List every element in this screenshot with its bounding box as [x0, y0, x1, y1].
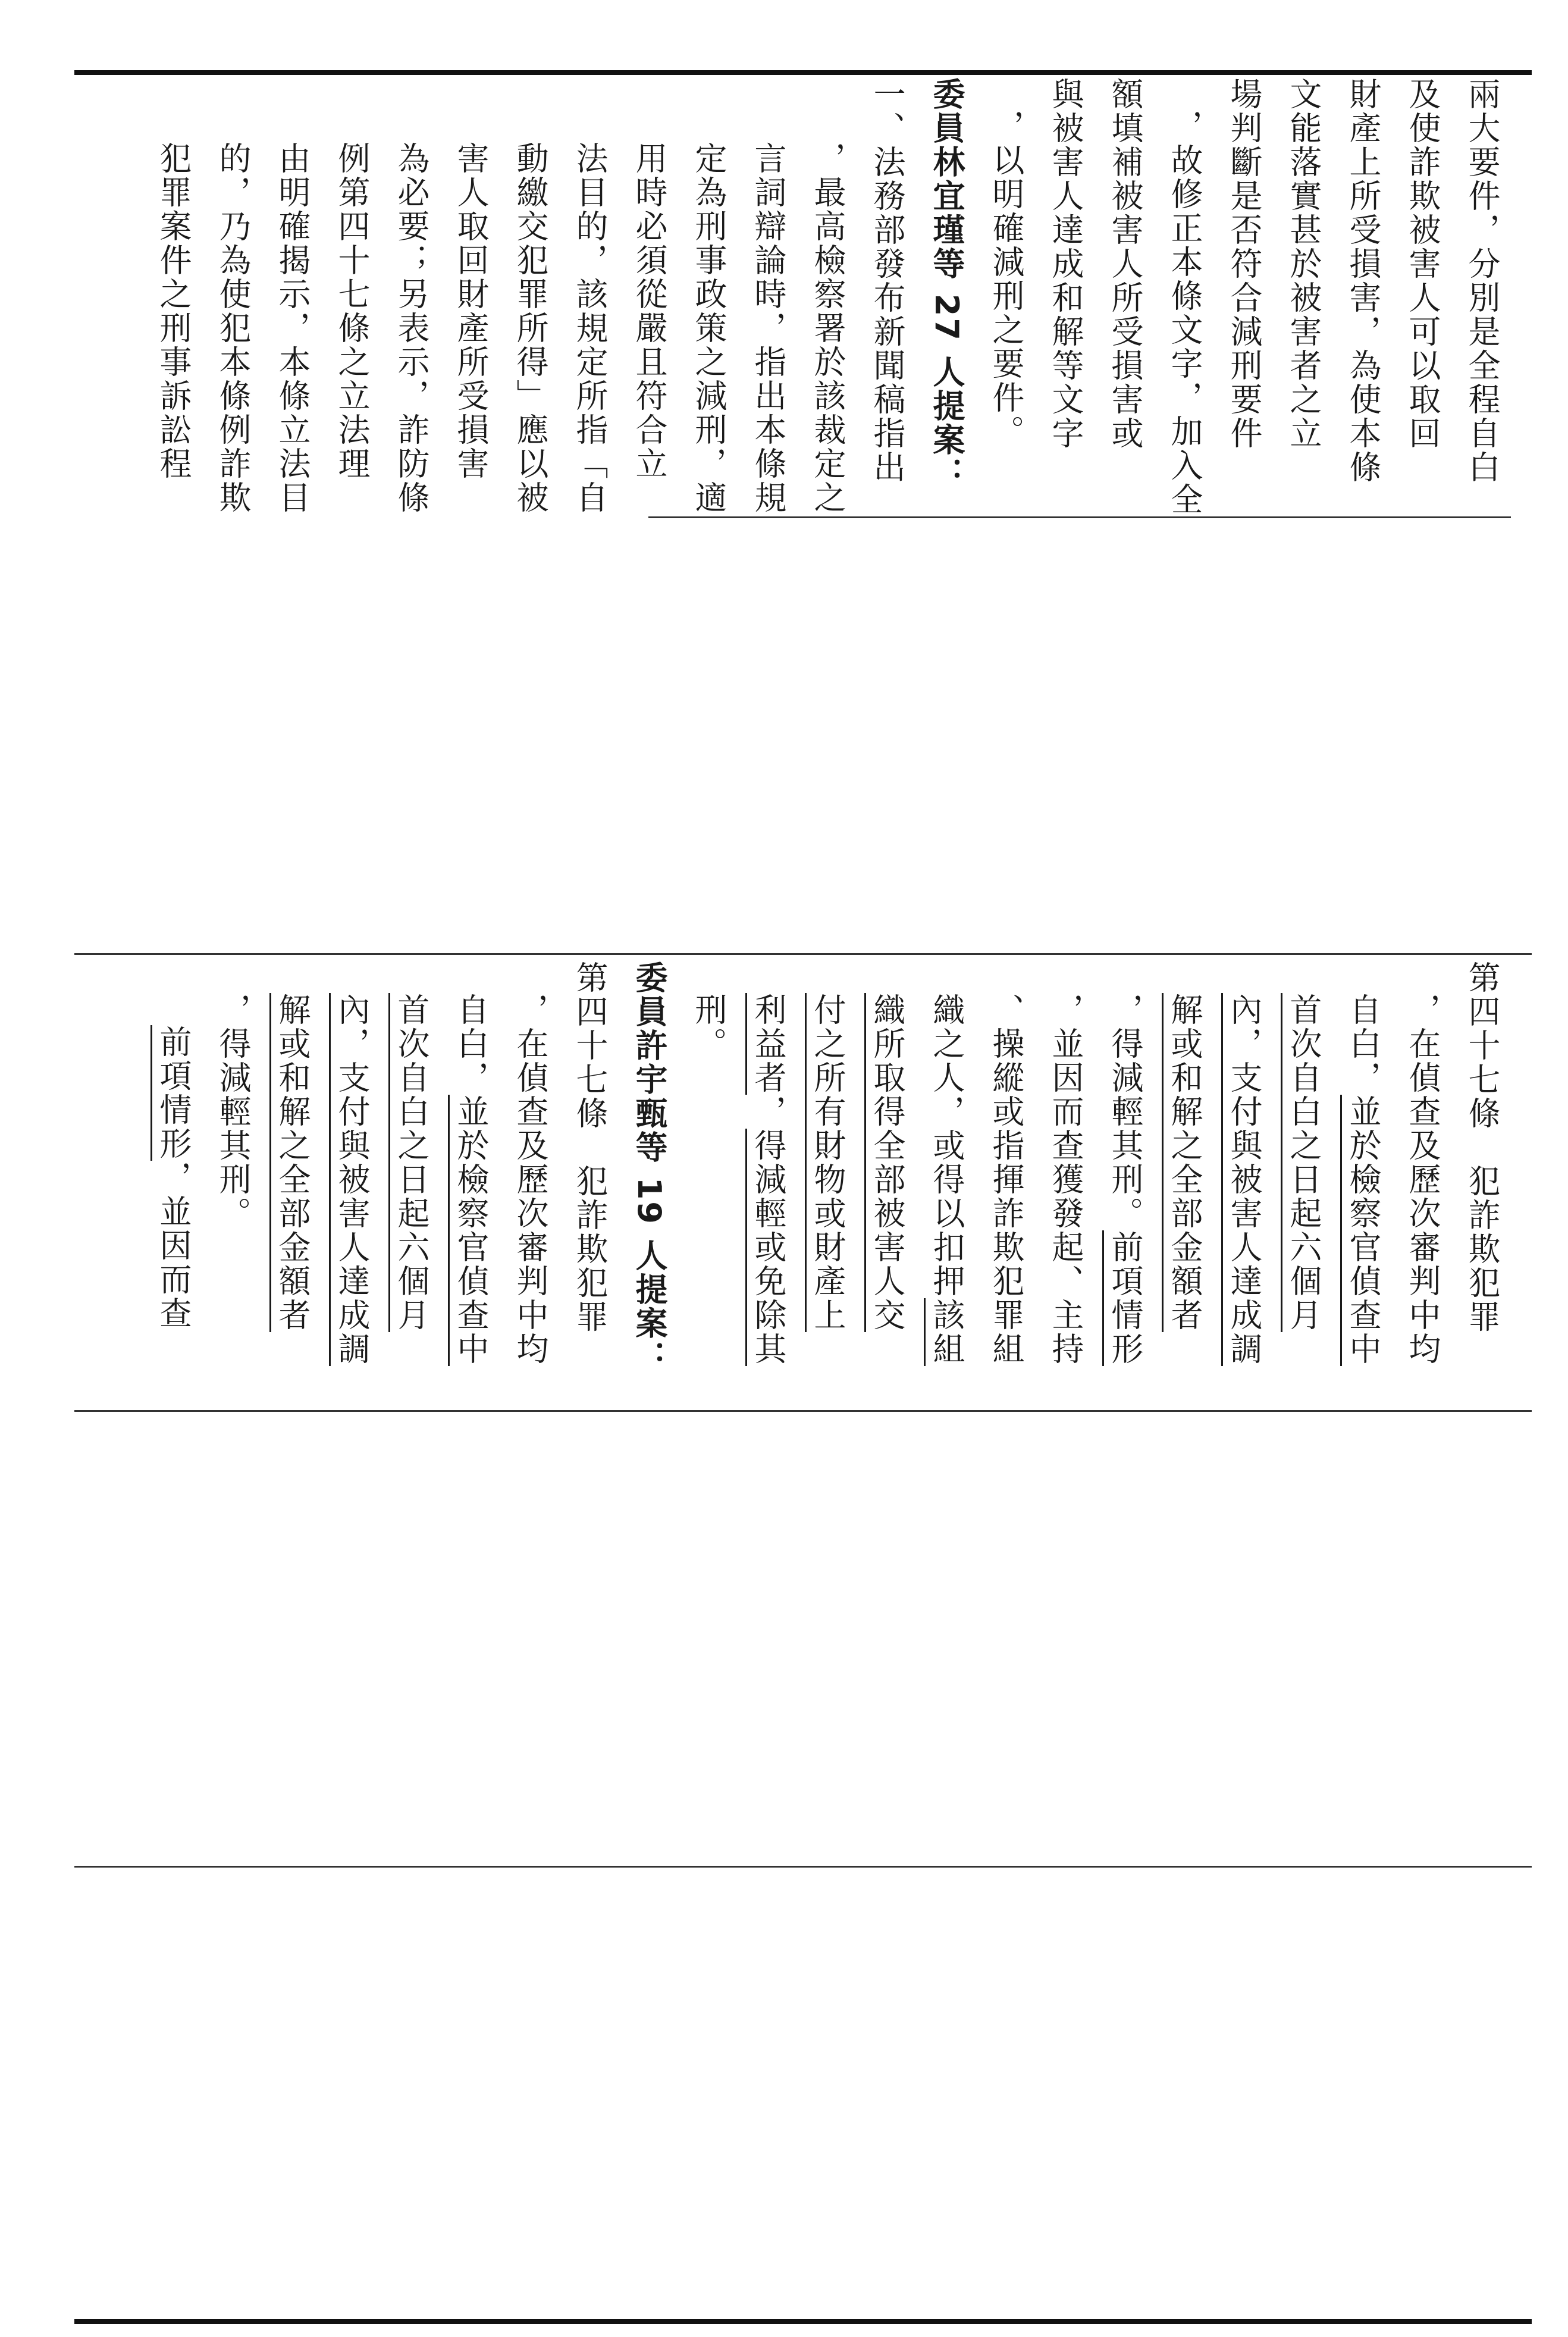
text-line: [1393, 77, 1452, 515]
text-segment: ，以明確減刑之要件。: [987, 109, 1025, 449]
text-segment: 自白，: [1344, 993, 1382, 1095]
underlined-text: 解或和解之全部金額者: [1166, 993, 1203, 1332]
text-line: [441, 77, 500, 515]
text-line: [1155, 961, 1214, 1407]
text-segment: ，得減輕其刑。: [214, 993, 252, 1230]
text-segment: 委員林宜瑾等 27 人提案：: [928, 77, 965, 491]
text-segment: 一、法務部發布新聞稿指出: [868, 77, 906, 484]
text-line: [798, 961, 857, 1407]
text-line: [619, 77, 679, 515]
text-segment: 第四十七條 犯詐欺犯罪: [571, 961, 609, 1334]
text-line: [203, 961, 262, 1407]
text-line: [1452, 77, 1511, 515]
text-line: [500, 77, 560, 515]
text-segment: 的，乃為使犯本條例詐欺: [214, 142, 252, 515]
underlined-text: 利益者: [749, 993, 787, 1095]
text-line: [738, 961, 798, 1407]
text-segment: 犯罪案件之刑事訴訟程: [155, 142, 192, 481]
text-line: [1452, 961, 1511, 1407]
text-segment: 第四十七條 犯詐欺犯罪: [1463, 961, 1501, 1334]
text-line: [560, 961, 619, 1407]
text-line: [738, 77, 798, 515]
text-segment: 害人取回財產所受損害: [452, 142, 490, 481]
text-segment: 場判斷是否符合減刑要件: [1225, 77, 1263, 450]
text-segment: 定為刑事政策之減刑，適: [690, 142, 727, 515]
text-line: [1095, 961, 1155, 1407]
text-line: [203, 77, 262, 515]
section-heading: [619, 961, 679, 1407]
underlined-text: 首次自白之日起六個月: [393, 993, 430, 1332]
column-divider: [74, 1866, 1532, 1868]
text-segment: 自白，: [452, 993, 490, 1095]
text-line: [1333, 961, 1393, 1407]
text-line: [322, 77, 381, 515]
text-segment: 用時必須從嚴且符合立: [631, 142, 668, 481]
text-segment: 織之人，或得以扣押: [928, 993, 965, 1298]
text-line: [1155, 77, 1214, 515]
underlined-text: 首次自白之日起六個月: [1285, 993, 1322, 1332]
underlined-text: 前項情形: [155, 1025, 192, 1161]
text-segment: 額填補被害人所受損害或: [1106, 77, 1144, 450]
text-segment: ，得減輕其刑。: [1106, 993, 1144, 1230]
text-segment: 兩大要件，分別是全程自白: [1463, 77, 1501, 484]
text-segment: ，最高檢察署於該裁定之: [809, 142, 846, 515]
text-line: [1095, 77, 1155, 515]
underlined-text: 並於檢察官偵查中: [1344, 1095, 1382, 1366]
underlined-text: 織所取得全部被害人交: [868, 993, 906, 1332]
underlined-text: 前項情形: [1106, 1230, 1144, 1366]
text-line: [1214, 77, 1274, 515]
text-line: [976, 77, 1036, 515]
text-segment: 例第四十七條之立法理: [333, 142, 371, 481]
column-divider: [74, 953, 1532, 955]
text-line: [1274, 77, 1333, 515]
text-line: [262, 77, 322, 515]
text-segment: 言詞辯論時，指出本條規: [749, 142, 787, 515]
text-line: [1036, 961, 1095, 1407]
text-line: [322, 961, 381, 1407]
column-divider: [648, 516, 1511, 518]
text-line: [381, 961, 441, 1407]
text-line: [1036, 77, 1095, 515]
text-line: [1274, 961, 1333, 1407]
text-line: [857, 77, 917, 515]
text-line: [500, 961, 560, 1407]
underlined-text: 解或和解之全部金額者: [274, 993, 311, 1332]
text-segment: 文能落實甚於被害者之立: [1285, 77, 1322, 450]
text-segment: ，在偵查及歷次審判中均: [512, 993, 549, 1366]
text-line: [679, 77, 738, 515]
text-segment: 由明確揭示，本條立法目: [274, 142, 311, 515]
underlined-text: 內，支付與被害人達成調: [1225, 993, 1263, 1366]
underlined-text: 並於檢察官偵查中: [452, 1095, 490, 1366]
text-line: [381, 77, 441, 515]
text-segment: 刑。: [690, 993, 727, 1061]
text-line: [441, 961, 500, 1407]
text-segment: 法目的，該規定所指「自: [571, 142, 609, 515]
text-line: [143, 961, 203, 1407]
text-line: [976, 961, 1036, 1407]
text-segment: 與被害人達成和解等文字: [1047, 77, 1084, 450]
text-line: [1214, 961, 1274, 1407]
text-line: [1333, 77, 1393, 515]
text-line: [857, 961, 917, 1407]
underlined-text: 該組: [928, 1298, 965, 1366]
text-segment: 及使詐欺被害人可以取回: [1404, 77, 1441, 450]
text-segment: 、操縱或指揮詐欺犯罪組: [987, 993, 1025, 1366]
column-divider: [74, 1410, 1532, 1412]
text-line: [262, 961, 322, 1407]
text-segment: ，: [749, 1095, 787, 1129]
text-segment: 委員許宇甄等 19 人提案：: [631, 961, 668, 1374]
text-line: [917, 961, 976, 1407]
text-segment: 動繳交犯罪所得」應以被: [512, 142, 549, 515]
section-heading: [917, 77, 976, 515]
underlined-text: 內，支付與被害人達成調: [333, 993, 371, 1366]
right-text-panel: [72, 77, 1511, 515]
bottom-rule: [74, 2319, 1532, 2324]
underlined-text: 付之所有財物或財產上: [809, 993, 846, 1332]
text-line: [679, 961, 738, 1407]
text-segment: ，並因而查獲發起、主持: [1047, 993, 1084, 1366]
text-segment: ，故修正本條文字，加入全: [1166, 109, 1203, 516]
text-line: [798, 77, 857, 515]
top-rule: [74, 70, 1532, 75]
text-segment: 為必要；另表示，詐防條: [393, 142, 430, 515]
middle-text-panel: [72, 961, 1511, 1407]
text-line: [1393, 961, 1452, 1407]
text-segment: 財產上所受損害，為使本條: [1344, 77, 1382, 484]
text-segment: ，並因而查: [155, 1161, 192, 1330]
underlined-text: 得減輕或免除其: [749, 1129, 787, 1366]
text-line: [560, 77, 619, 515]
text-segment: ，在偵查及歷次審判中均: [1404, 993, 1441, 1366]
text-line: [143, 77, 203, 515]
